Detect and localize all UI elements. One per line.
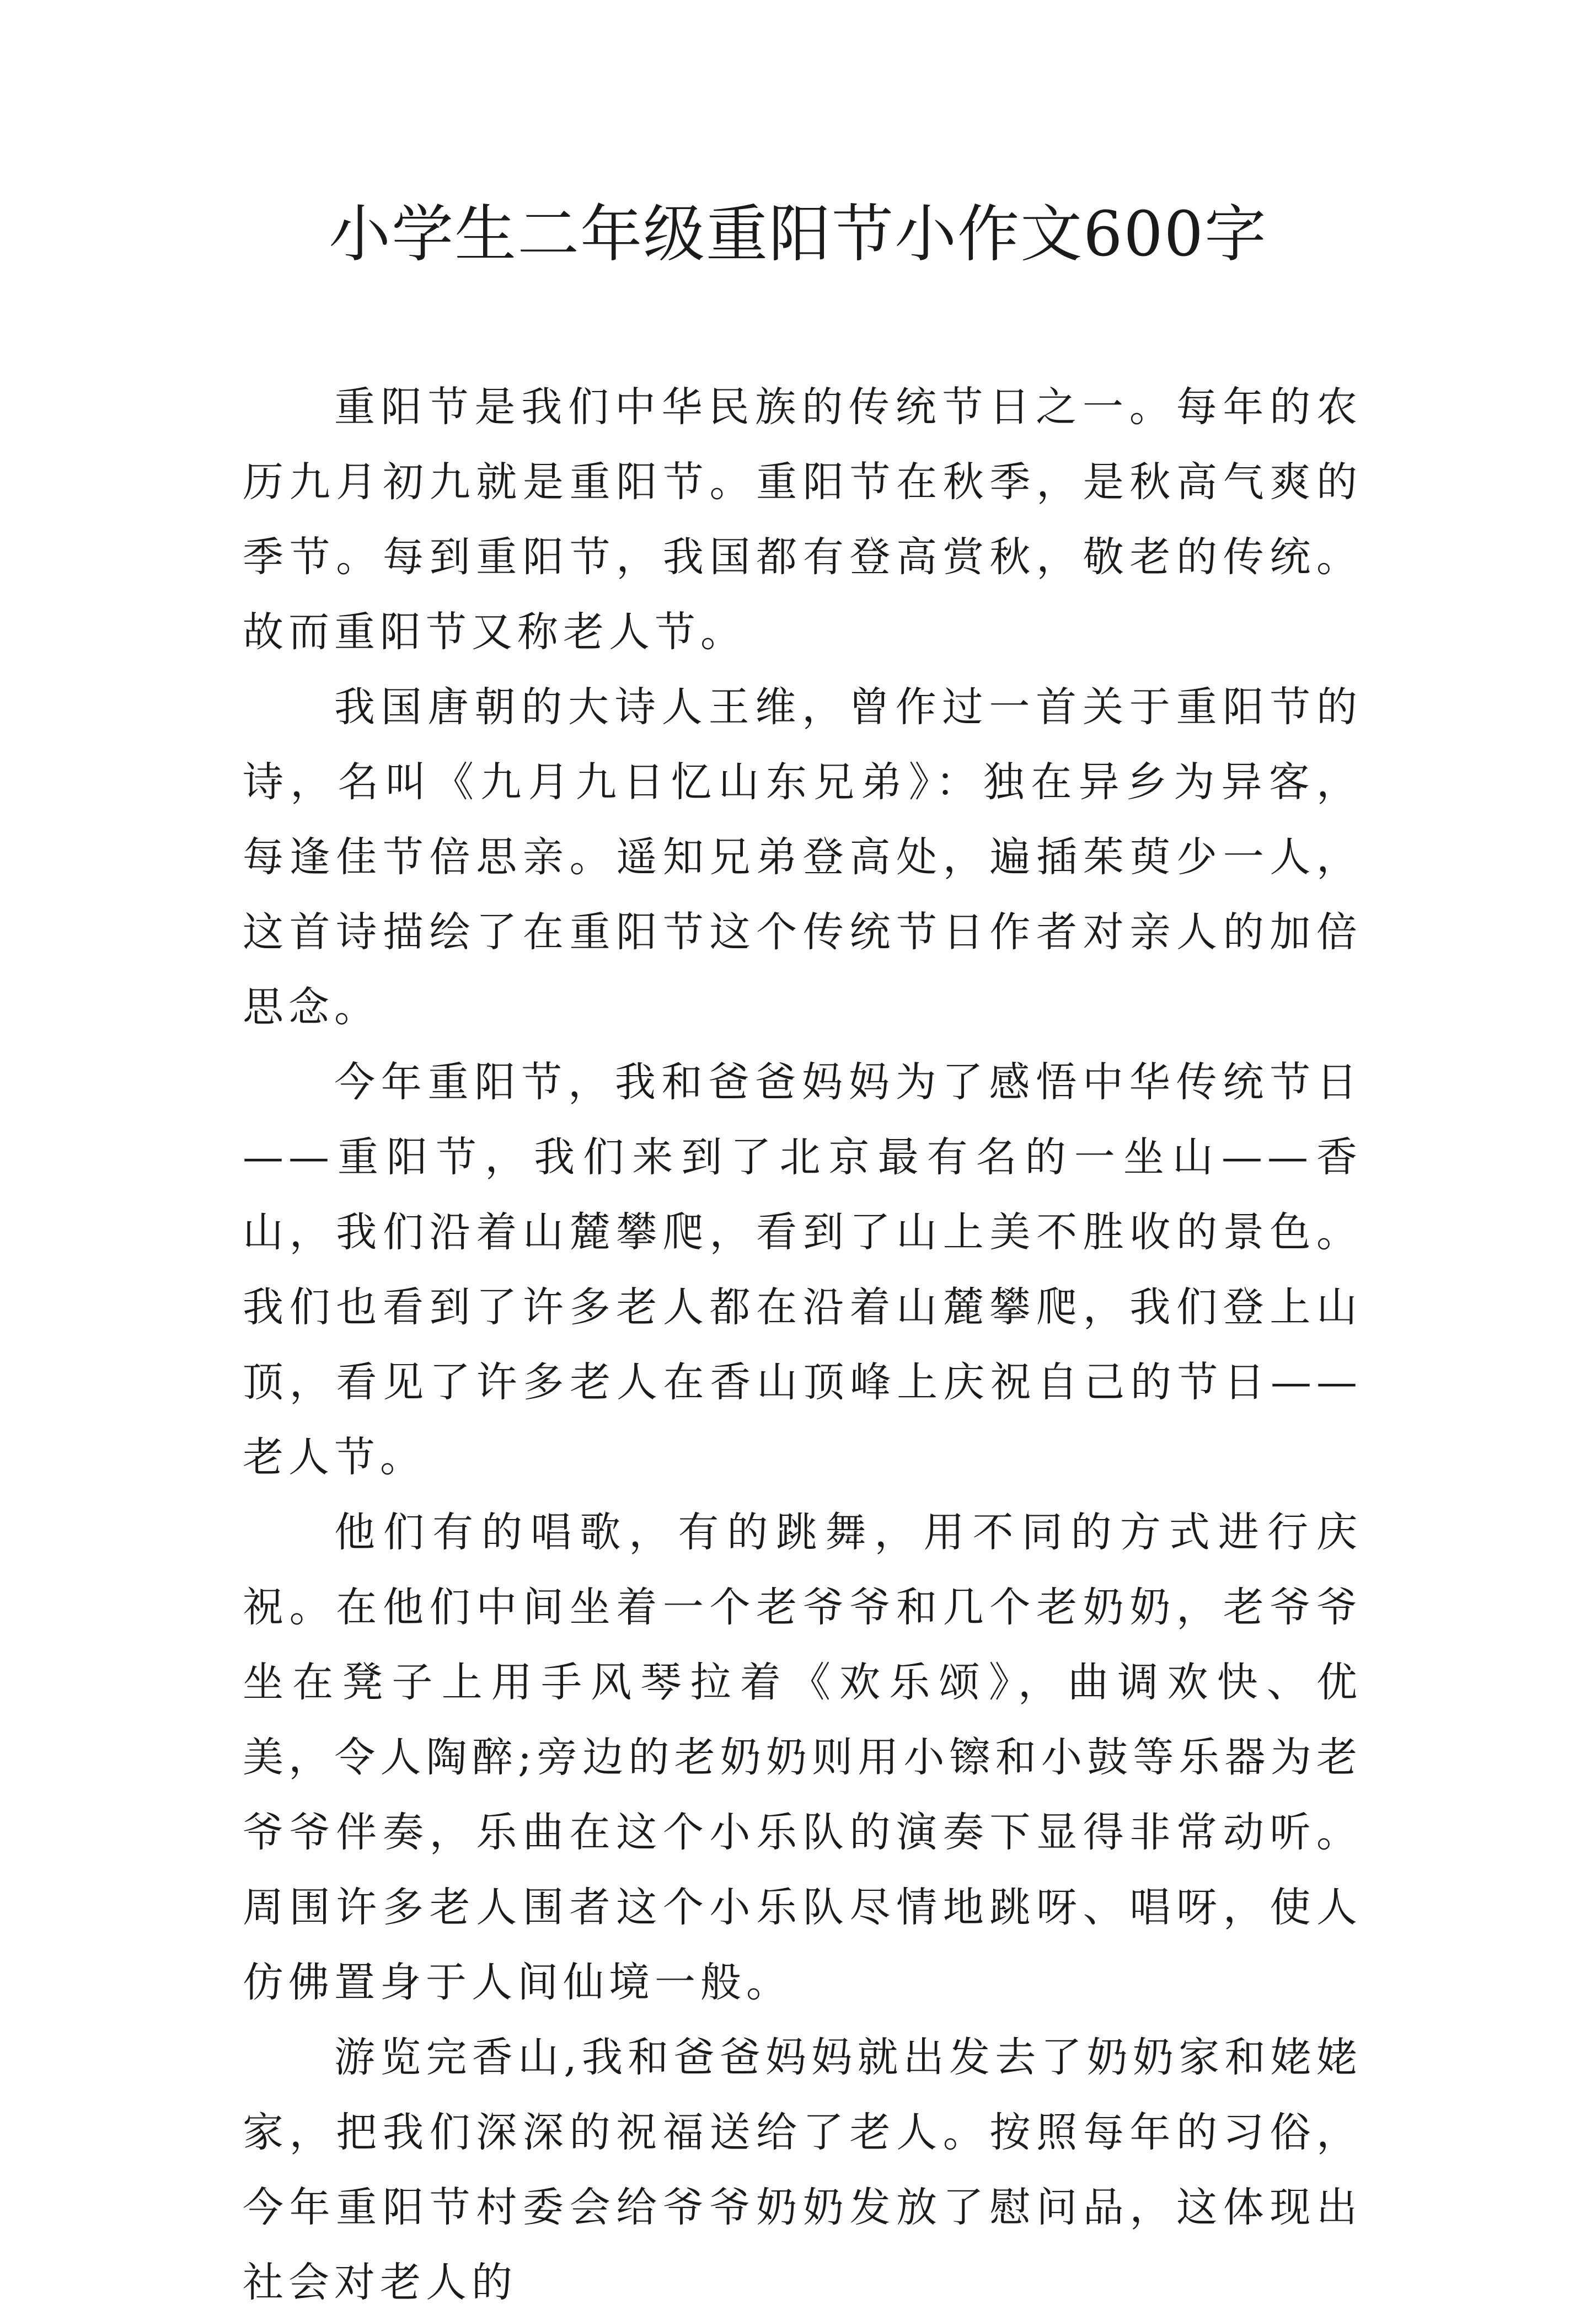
paragraph: 游览完香山,我和爸爸妈妈就出发去了奶奶家和姥姥家，把我们深深的祝福送给了老人。按照每年的习俗，今年重阳节村委会给爷爷奶奶发放了慰问品，这体现出社会对老人的	[243, 2034, 1362, 2306]
document-body	[243, 370, 1362, 2320]
paragraph: 今年重阳节，我和爸爸妈妈为了感悟中华传统节日——重阳节，我们来到了北京最有名的一坐山——香山，我们沿着山麓攀爬，看到了山上美不胜收的景色。我们也看到了许多老人都在沿着山麓攀爬，我们登上山顶，看见了许多老人在香山顶峰上庆祝自己的节日——老人节。	[243, 1059, 1362, 1481]
paragraph: 我国唐朝的大诗人王维，曾作过一首关于重阳节的诗，名叫《九月九日忆山东兄弟》：独在异乡为异客，每逢佳节倍思亲。遥知兄弟登高处，遍插茱萸少一人，这首诗描绘了在重阳节这个传统节日作者对亲人的加倍思念。	[243, 683, 1362, 1031]
document-title: 小学生二年级重阳节小作文600字	[329, 199, 1267, 270]
paragraph: 重阳节是我们中华民族的传统节日之一。每年的农历九月初九就是重阳节。重阳节在秋季，是秋高气爽的季节。每到重阳节，我国都有登高赏秋，敬老的传统。故而重阳节又称老人节。	[243, 383, 1362, 656]
paragraph: 他们有的唱歌，有的跳舞，用不同的方式进行庆祝。在他们中间坐着一个老爷爷和几个老奶奶，老爷爷坐在凳子上用手风琴拉着《欢乐颂》，曲调欢快、优美，令人陶醉;旁边的老奶奶则用小镲和小鼓等乐器为老爷爷伴奏，乐曲在这个小乐队的演奏下显得非常动听。周围许多老人围者这个小乐队尽情地跳呀、唱呀，使人仿佛置身于人间仙境一般。	[243, 1509, 1362, 2006]
